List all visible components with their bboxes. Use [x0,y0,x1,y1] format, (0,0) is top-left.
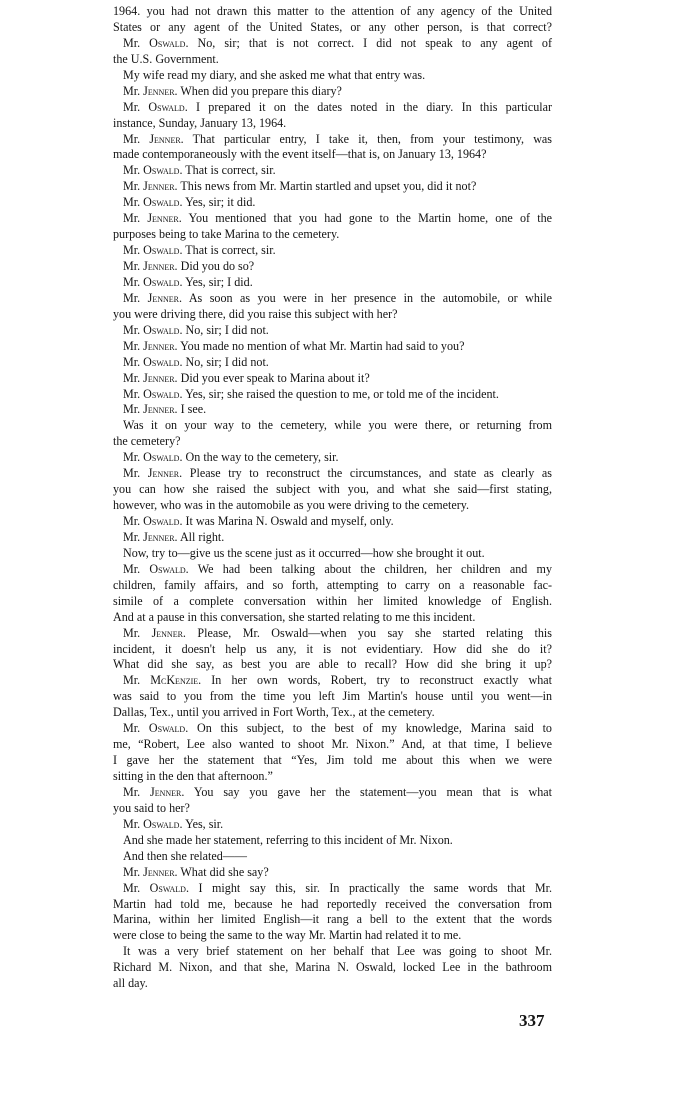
speaker-title: Mr. [123,721,141,736]
line-text: On the way to the cemetery, sir. [185,450,339,465]
testimony-line [113,912,552,928]
testimony-line-speaker [113,387,552,403]
testimony-line [113,418,552,434]
testimony-line [113,705,552,721]
line-text: instance, Sunday, January 13, 1964. [113,115,287,130]
line-text: Did you ever speak to Marina about it? [180,370,370,385]
speaker-name: Oswald. [143,386,183,401]
testimony-line [113,769,552,785]
speaker-name: Jenner. [147,466,183,481]
speaker-name: Oswald. [143,450,183,465]
speaker-title: Mr. [123,35,141,50]
speaker-title: Mr. [123,211,141,226]
speaker-name: Oswald. [143,514,183,528]
speaker-title: Mr. [123,338,141,353]
testimony-line-speaker [113,323,552,339]
testimony-line [113,849,552,865]
line-text: me, “Robert, Lee also wanted to shoot Mr. Nixon.” And, at that time, I believe [113,737,552,752]
testimony-line-speaker [113,881,552,897]
testimony-line [113,546,552,562]
speaker-title: Mr. [123,880,141,895]
line-text: made contemporaneously with the event itself—that is, on January 13, 1964? [113,147,487,162]
testimony-line-speaker [113,626,552,642]
line-text: Yes, sir; she raised the question to me, or told me of the incident. [185,386,499,401]
speaker-name: Oswald. [148,99,188,114]
testimony-line [113,657,552,673]
line-text: sitting in the den that afternoon.” [113,769,273,783]
testimony-line [113,801,552,817]
speaker-name: Jenner. [143,83,178,98]
line-text: That is correct, sir. [185,243,276,258]
speaker-title: Mr. [123,450,141,465]
line-text: It was Marina N. Oswald and myself, only. [185,514,394,528]
testimony-line [113,753,552,769]
testimony-line [113,642,552,658]
testimony-line-speaker [113,291,552,307]
testimony-line [113,68,552,84]
line-text: And then she related—— [123,848,247,863]
line-text: As soon as you were in her presence in the automobile, or while [188,290,552,305]
line-text: I see. [180,402,207,417]
line-text: Now, try to—give us the scene just as it occurred—how she brought it out. [123,545,485,560]
speaker-name: Oswald. [149,561,189,576]
testimony-line-speaker [113,721,552,737]
speaker-title: Mr. [123,370,141,385]
line-text: I might say this, sir. In practically the same words that Mr. [198,880,552,895]
line-text: Please, Mr. Oswald—when you say she started relating this [197,625,553,640]
line-text: you were driving there, did you raise this subject with her? [113,306,398,321]
speaker-name: Jenner. [143,338,178,353]
line-text: When did you prepare this diary? [180,83,342,98]
testimony-line-speaker [113,514,552,530]
speaker-name: McKenzie. [150,673,202,688]
line-text: And at a pause in this conversation, she started relating to me this incident. [113,609,476,624]
line-text: Martin had told me, because he had reportedly received the conversation from [113,896,552,911]
line-text: No, sir; that is not correct. I did not speak to any agent of [197,35,552,50]
testimony-line [113,227,552,243]
testimony-line [113,52,552,68]
speaker-title: Mr. [123,561,141,576]
testimony-line-speaker [113,785,552,801]
speaker-name: Jenner. [147,290,183,305]
speaker-name: Oswald. [149,880,189,895]
testimony-line-speaker [113,132,552,148]
testimony-line-speaker [113,371,552,387]
speaker-name: Oswald. [149,35,189,50]
line-text: Marina, within her limited English—it rang a bell to the extent that the words [113,912,552,927]
transcript-body [113,4,552,992]
testimony-line-speaker [113,275,552,291]
speaker-name: Jenner. [143,259,178,273]
testimony-line-speaker [113,355,552,371]
speaker-name: Jenner. [143,402,178,417]
testimony-line [113,147,552,163]
speaker-title: Mr. [123,131,141,146]
speaker-name: Oswald. [143,243,183,258]
line-text: purposes being to take Marina to the cemetery. [113,227,340,242]
testimony-line [113,737,552,753]
line-text: the U.S. Government. [113,51,219,66]
speaker-name: Oswald. [143,816,183,831]
speaker-title: Mr. [123,354,141,369]
testimony-line-speaker [113,466,552,482]
line-text: the cemetery? [113,434,181,449]
line-text: My wife read my diary, and she asked me what that entry was. [123,67,426,82]
speaker-name: Jenner. [143,179,178,194]
speaker-title: Mr. [123,99,141,114]
line-text: Yes, sir. [185,816,224,831]
testimony-line-speaker [113,817,552,833]
line-text: What did she say, as best you are able to recall? How did she bring it up? [113,657,552,672]
speaker-name: Jenner. [147,211,182,226]
speaker-name: Oswald. [143,195,183,210]
speaker-title: Mr. [123,529,141,544]
line-text: I prepared it on the dates noted in the diary. In this particular [196,99,553,114]
speaker-title: Mr. [123,290,141,305]
line-text: States or any agent of the United States, or any other person, is that correct? [113,19,552,34]
line-text: No, sir; I did not. [185,322,269,337]
testimony-line [113,307,552,323]
speaker-title: Mr. [123,259,141,273]
testimony-line-speaker [113,84,552,100]
line-text: All right. [179,529,225,544]
testimony-line-speaker [113,450,552,466]
testimony-line [113,434,552,450]
line-text: On this subject, to the best of my knowledge, Marina said to [196,721,552,736]
speaker-title: Mr. [123,784,141,799]
speaker-title: Mr. [123,466,141,481]
line-text: We had been talking about the children, her children and my [197,561,552,576]
line-text: No, sir; I did not. [185,354,269,369]
speaker-title: Mr. [123,625,141,640]
testimony-line-speaker [113,259,552,275]
speaker-name: Jenner. [143,529,178,544]
testimony-line [113,578,552,594]
testimony-line-speaker [113,163,552,179]
testimony-line [113,116,552,132]
page-number: 337 [519,1011,545,1030]
speaker-name: Jenner. [143,370,178,385]
line-text: Please try to reconstruct the circumstances, and state as clearly as [189,466,552,481]
line-text: You made no mention of what Mr. Martin had said to you? [180,338,465,353]
speaker-name: Oswald. [143,163,183,178]
line-text: You say you gave her the statement—you mean that is what [193,784,552,799]
speaker-title: Mr. [123,816,141,831]
speaker-name: Jenner. [150,784,185,799]
speaker-name: Oswald. [148,721,189,736]
line-text: That is correct, sir. [185,163,276,178]
testimony-line [113,928,552,944]
testimony-line-speaker [113,195,552,211]
testimony-line [113,897,552,913]
testimony-line [113,498,552,514]
testimony-line [113,976,552,992]
testimony-line [113,4,552,20]
testimony-line-speaker [113,179,552,195]
line-text: Was it on your way to the cemetery, while you were there, or returning from [123,418,552,433]
speaker-title: Mr. [123,864,141,879]
line-text: You mentioned that you had gone to the Martin home, one of the [188,211,553,226]
line-text: however, who was in the automobile as you were driving to the cemetery. [113,498,470,513]
speaker-title: Mr. [123,163,141,178]
line-text: What did she say? [180,864,269,879]
line-text: Yes, sir; I did. [185,274,253,289]
testimony-line-speaker [113,36,552,52]
speaker-name: Oswald. [143,274,183,289]
testimony-line [113,610,552,626]
testimony-line [113,594,552,610]
speaker-title: Mr. [123,274,141,289]
testimony-line [113,960,552,976]
line-text: 1964. you had not drawn this matter to the attention of any agency of the United [113,4,552,18]
testimony-line [113,944,552,960]
speaker-title: Mr. [123,243,141,258]
testimony-line [113,689,552,705]
line-text: Richard M. Nixon, and that she, Marina N. Oswald, locked Lee in the bathroom [113,960,552,975]
testimony-line-speaker [113,402,552,418]
line-text: In her own words, Robert, try to reconstruct exactly what [211,673,552,688]
line-text: Dallas, Tex., until you arrived in Fort Worth, Tex., at the cemetery. [113,705,435,720]
testimony-line-speaker [113,562,552,578]
testimony-line-speaker [113,865,552,881]
speaker-title: Mr. [123,322,141,337]
speaker-name: Oswald. [143,354,183,369]
line-text: I gave her the statement that “Yes, Jim told me about this when we were [113,753,552,768]
line-text: And she made her statement, referring to this incident of Mr. Nixon. [123,832,453,847]
speaker-title: Mr. [123,386,141,401]
testimony-line [113,20,552,36]
speaker-title: Mr. [123,179,141,194]
line-text: you said to her? [113,800,190,815]
line-text: This news from Mr. Martin startled and upset you, did it not? [180,179,477,194]
line-text: you can how she raised the subject with you, and what she said—first stating, [113,482,552,497]
testimony-line [113,833,552,849]
testimony-line-speaker [113,530,552,546]
line-text: children, family affairs, and so forth, attempting to carry on a reasonable fac- [113,577,552,592]
testimony-line-speaker [113,211,552,227]
speaker-title: Mr. [123,83,141,98]
speaker-title: Mr. [123,195,141,210]
line-text: all day. [113,976,148,991]
line-text: incident, it doesn't help us any, it is not evidentiary. How did she do it? [113,641,552,656]
speaker-name: Jenner. [151,625,186,640]
line-text: was said to you from the time you left Jim Martin's house until you went—in [113,689,552,704]
line-text: simile of a complete conversation within her limited knowledge of English. [113,593,552,608]
line-text: Did you do so? [180,259,255,273]
line-text: Yes, sir; it did. [185,195,256,210]
testimony-line-speaker [113,339,552,355]
line-text: It was a very brief statement on her behalf that Lee was going to shoot Mr. [123,944,552,959]
speaker-title: Mr. [123,514,141,528]
speaker-title: Mr. [123,673,141,688]
speaker-name: Jenner. [143,864,178,879]
testimony-line [113,482,552,498]
speaker-name: Jenner. [149,131,184,146]
testimony-line-speaker [113,100,552,116]
line-text: were close to being the same to the way Mr. Martin had related it to me. [113,928,462,943]
speaker-name: Oswald. [143,322,183,337]
testimony-line-speaker [113,243,552,259]
testimony-line-speaker [113,673,552,689]
line-text: That particular entry, I take it, then, from your testimony, was [192,131,553,146]
speaker-title: Mr. [123,402,141,417]
